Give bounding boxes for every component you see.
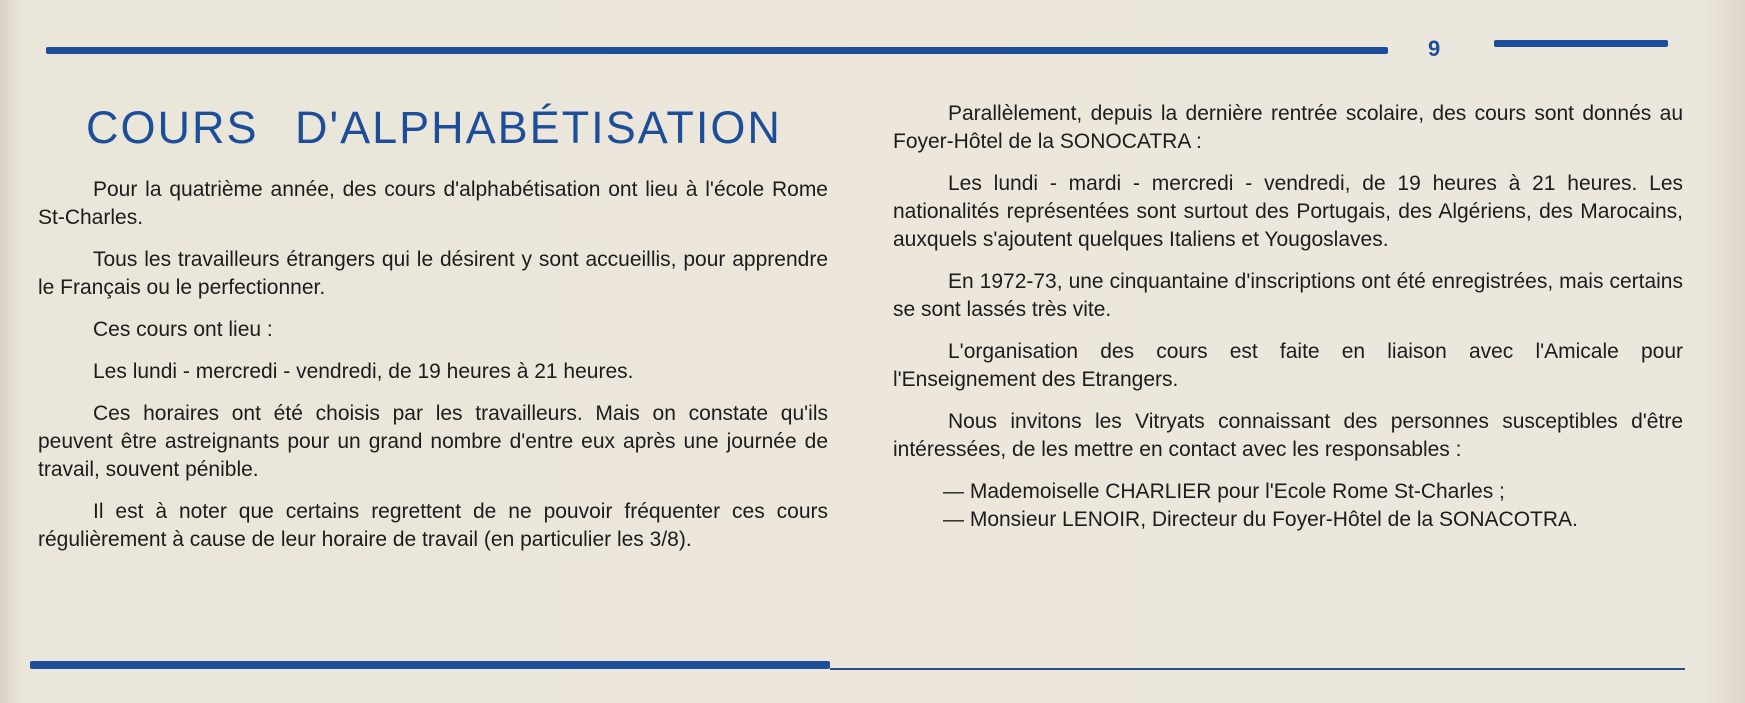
top-rule-right: [1494, 40, 1668, 47]
contact-item: — Monsieur LENOIR, Directeur du Foyer-Hôtel de la SONACOTRA.: [943, 508, 1578, 531]
paragraph: Parallèlement, depuis la dernière rentrée scolaire, des cours sont donnés au Foyer-Hôtel de la SONOCATRA :: [893, 102, 1683, 153]
paragraph: En 1972-73, une cinquantaine d'inscriptions ont été enregistrées, mais certains se sont lassés très vite.: [893, 270, 1683, 321]
bottom-rule-left: [30, 661, 830, 669]
paragraph: Les lundi - mardi - mercredi - vendredi, de 19 heures à 21 heures. Les nationalités représentées sont surtout des Portugais, des Algériens, des Marocains, auxquels s'ajoutent quelques Italiens et Yougoslaves.: [893, 172, 1683, 251]
paragraph: Ces cours ont lieu :: [93, 318, 273, 341]
paragraph: Nous invitons les Vitryats connaissant des personnes susceptibles d'être intéressées, de les mettre en contact avec les responsables :: [893, 410, 1683, 461]
paragraph: Les lundi - mercredi - vendredi, de 19 heures à 21 heures.: [93, 360, 634, 383]
page-number: 9: [1428, 36, 1441, 61]
bottom-rule-right: [830, 668, 1685, 670]
right-column: [893, 100, 1683, 534]
paragraph: Il est à noter que certains regrettent de ne pouvoir fréquenter ces cours régulièrement à cause de leur horaire de travail (en particulier les 3/8).: [38, 500, 828, 551]
paragraph: Tous les travailleurs étrangers qui le désirent y sont accueillis, pour apprendre le Français ou le perfectionner.: [38, 248, 828, 299]
top-rule-left: [46, 47, 1388, 54]
paragraph: Pour la quatrième année, des cours d'alphabétisation ont lieu à l'école Rome St-Charles.: [38, 178, 828, 229]
article-title: COURS D'ALPHABÉTISATION: [86, 102, 782, 153]
contact-item: — Mademoiselle CHARLIER pour l'Ecole Rome St-Charles ;: [943, 480, 1505, 503]
left-column: [38, 176, 828, 568]
paragraph: Ces horaires ont été choisis par les travailleurs. Mais on constate qu'ils peuvent être astreignants pour un grand nombre d'entre eux après une journée de travail, souvent pénible.: [38, 402, 828, 481]
paragraph: L'organisation des cours est faite en liaison avec l'Amicale pour l'Enseignement des Etrangers.: [893, 340, 1683, 391]
